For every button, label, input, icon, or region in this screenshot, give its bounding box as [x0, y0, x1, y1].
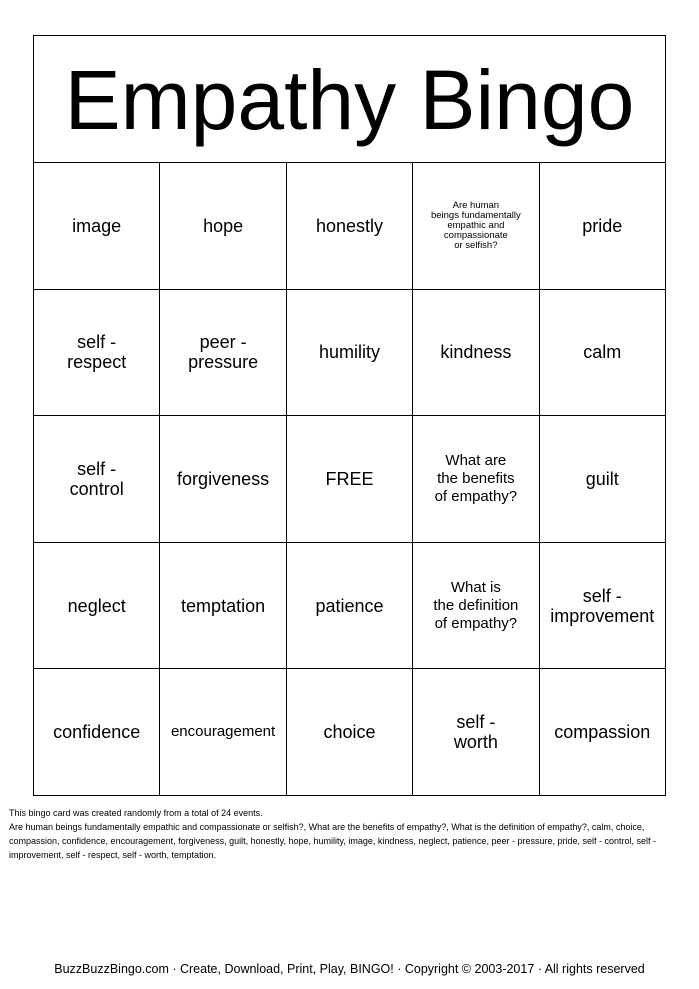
- bingo-cell: [287, 669, 413, 796]
- bingo-cell: [540, 543, 666, 670]
- bingo-cell: [413, 290, 539, 417]
- cell-text: honestly: [315, 215, 383, 236]
- card-title: Empathy Bingo: [64, 53, 635, 147]
- bingo-cell: [34, 290, 160, 417]
- cell-text: encouragement: [170, 723, 276, 741]
- copyright-line: BuzzBuzzBingo.com · Create, Download, Print, Play, BINGO! · Copyright © 2003-2017 · All rights reserved: [54, 962, 645, 976]
- bingo-cell: [160, 163, 286, 290]
- bingo-cell: [287, 290, 413, 417]
- bingo-cell: [413, 543, 539, 670]
- bingo-cell: [160, 543, 286, 670]
- cell-text: temptation: [181, 595, 266, 616]
- bingo-cell: [540, 290, 666, 417]
- cell-text: patience: [315, 595, 384, 616]
- cell-text: self - worth: [453, 712, 498, 753]
- bingo-cell: [287, 163, 413, 290]
- title-box: [34, 36, 666, 163]
- bingo-cell: [413, 416, 539, 543]
- cell-text: peer - pressure: [188, 332, 259, 373]
- cell-text: self - control: [69, 458, 124, 499]
- cell-text: Are human beings fundamentally empathic and compassionate or selfish?: [430, 199, 521, 251]
- cell-text: self - respect: [67, 332, 127, 373]
- cell-text: forgiveness: [177, 468, 270, 489]
- bingo-cell: [34, 416, 160, 543]
- bingo-cell: [160, 290, 286, 417]
- bingo-cell: [34, 543, 160, 670]
- cell-text: neglect: [67, 595, 126, 616]
- cell-text: calm: [583, 342, 622, 363]
- bingo-cell: [540, 163, 666, 290]
- cell-text: FREE: [325, 468, 374, 489]
- bingo-cell: [413, 163, 539, 290]
- bingo-cell: [34, 669, 160, 796]
- bingo-cell: [540, 416, 666, 543]
- cell-text: pride: [582, 215, 623, 236]
- cell-text: choice: [323, 722, 376, 743]
- cell-text: guilt: [585, 468, 619, 489]
- bingo-cell: [160, 669, 286, 796]
- cell-text: humility: [318, 342, 380, 363]
- bingo-cell: [160, 416, 286, 543]
- cell-text: hope: [203, 215, 244, 236]
- bingo-grid: [34, 163, 666, 796]
- cell-text: confidence: [53, 722, 141, 743]
- created-note: This bingo card was created randomly from a total of 24 events.: [9, 808, 263, 818]
- card-footnote: [9, 806, 693, 862]
- cell-text: compassion: [554, 722, 651, 743]
- bingo-card: [33, 35, 666, 796]
- free-cell: [287, 416, 413, 543]
- cell-text: What is the definition of empathy?: [433, 578, 519, 632]
- cell-text: What are the benefits of empathy?: [434, 451, 518, 505]
- bingo-cell: [413, 669, 539, 796]
- cell-text: image: [72, 215, 122, 236]
- events-list: Are human beings fundamentally empathic and compassionate or selfish?, What are the benefits of empathy?, What is the definition of empathy?, calm, choice, compassion, confidence, encouragement, forgiveness, guilt, honestly, hope, humility, image, kindness, neglect, patience, peer - pressure, pride, self - control, self - improvement, self - respect, self - worth, temptation.: [9, 822, 657, 860]
- cell-text: self - improvement: [550, 585, 655, 626]
- cell-text: kindness: [440, 342, 512, 363]
- bingo-cell: [287, 543, 413, 670]
- bingo-cell: [34, 163, 160, 290]
- bingo-cell: [540, 669, 666, 796]
